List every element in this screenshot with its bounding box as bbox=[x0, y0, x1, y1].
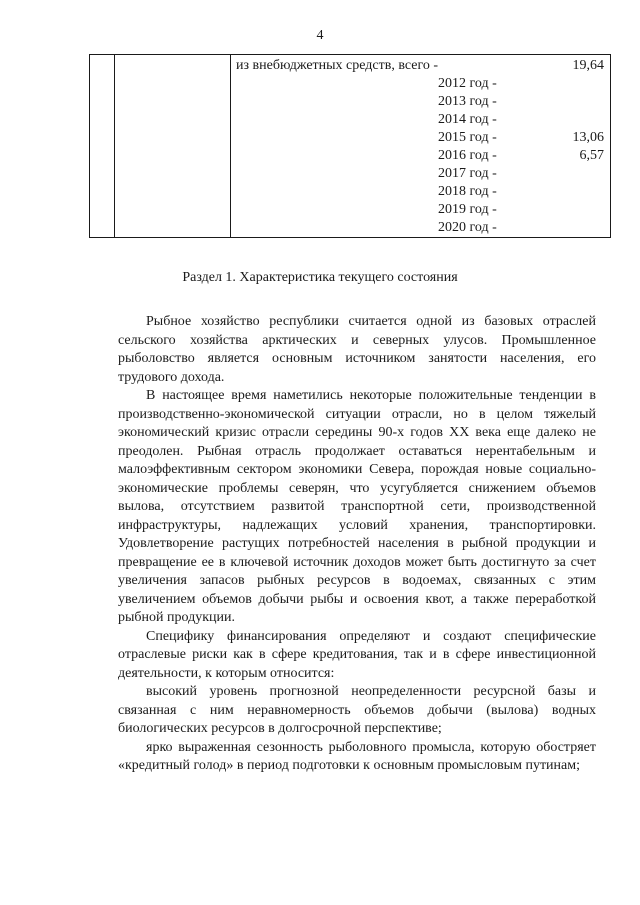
paragraph: ярко выраженная сезонность рыболовного промысла, которую обостряет «кредитный голод» в период подготовки к основным промысловым путинам; bbox=[118, 739, 596, 773]
year-value: 6,57 bbox=[579, 148, 604, 163]
total-value: 19,64 bbox=[572, 58, 604, 73]
year-label: 2017 год - bbox=[438, 166, 497, 181]
total-label: из внебюджетных средств, всего - bbox=[236, 58, 439, 73]
year-label: 2015 год - bbox=[438, 130, 497, 145]
year-label: 2012 год - bbox=[438, 76, 497, 91]
year-label: 2014 год - bbox=[438, 112, 497, 127]
table-row bbox=[236, 219, 604, 237]
year-label: 2013 год - bbox=[438, 94, 497, 109]
year-label: 2016 год - bbox=[438, 148, 497, 163]
table-row bbox=[236, 93, 604, 111]
year-label: 2019 год - bbox=[438, 202, 497, 217]
table-row bbox=[236, 183, 604, 201]
funding-table bbox=[89, 54, 611, 238]
year-label: 2020 год - bbox=[438, 220, 497, 235]
page-number: 4 bbox=[316, 28, 324, 43]
paragraph: Рыбное хозяйство республики считается одной из базовых отраслей сельского хозяйства арктических и северных улусов. Промышленное рыболовство является основным источником занятости населения, его трудового дохода. bbox=[118, 314, 596, 385]
document-body bbox=[118, 313, 596, 776]
paragraph: высокий уровень прогнозной неопределенности ресурсной базы и связанная с ним неравномерность объемов добычи (вылова) водных биологических ресурсов в долгосрочной перспективе; bbox=[118, 684, 596, 736]
funding-table-body bbox=[236, 57, 604, 237]
table-row bbox=[236, 165, 604, 183]
year-label: 2018 год - bbox=[438, 184, 497, 199]
table-column-divider bbox=[230, 55, 231, 237]
paragraph: Специфику финансирования определяют и создают специфические отраслевые риски как в сфере кредитования, так и в сфере инвестиционной деятельности, к которым относится: bbox=[118, 628, 596, 681]
section-heading: Раздел 1. Характеристика текущего состояния bbox=[182, 270, 458, 285]
paragraph: В настоящее время наметились некоторые положительные тенденции в производственно-экономической ситуации отрасли, но в целом тяжелый экономический кризис отрасли середины 90-х годов XX века еще далеко не преодолен. Рыбная отрасль продолжает оставаться нерентабельным и малоэффективным сектором экономики Севера, порождая новые социально-экономические проблемы северян, что усугубляется снижением объемов вылова, отсутствием развитой транспортной сети, производственной инфраструктуры, надлежащих условий хранения, транспортировки. Удовлетворение растущих потребностей населения в рыбной продукции и превращение ее в ключевой источник доходов может быть достигнуто за счет увеличения запасов рыбных ресурсов в водоемах, связанных с этим увеличением объемов добычи рыбы и освоения квот, а также переработкой рыбной продукции. bbox=[118, 388, 596, 625]
table-column-divider bbox=[114, 55, 115, 237]
year-value: 13,06 bbox=[572, 130, 604, 145]
table-row-total bbox=[236, 57, 604, 75]
table-row bbox=[236, 75, 604, 93]
table-row bbox=[236, 111, 604, 129]
table-row bbox=[236, 201, 604, 219]
table-row bbox=[236, 147, 604, 165]
table-row bbox=[236, 129, 604, 147]
